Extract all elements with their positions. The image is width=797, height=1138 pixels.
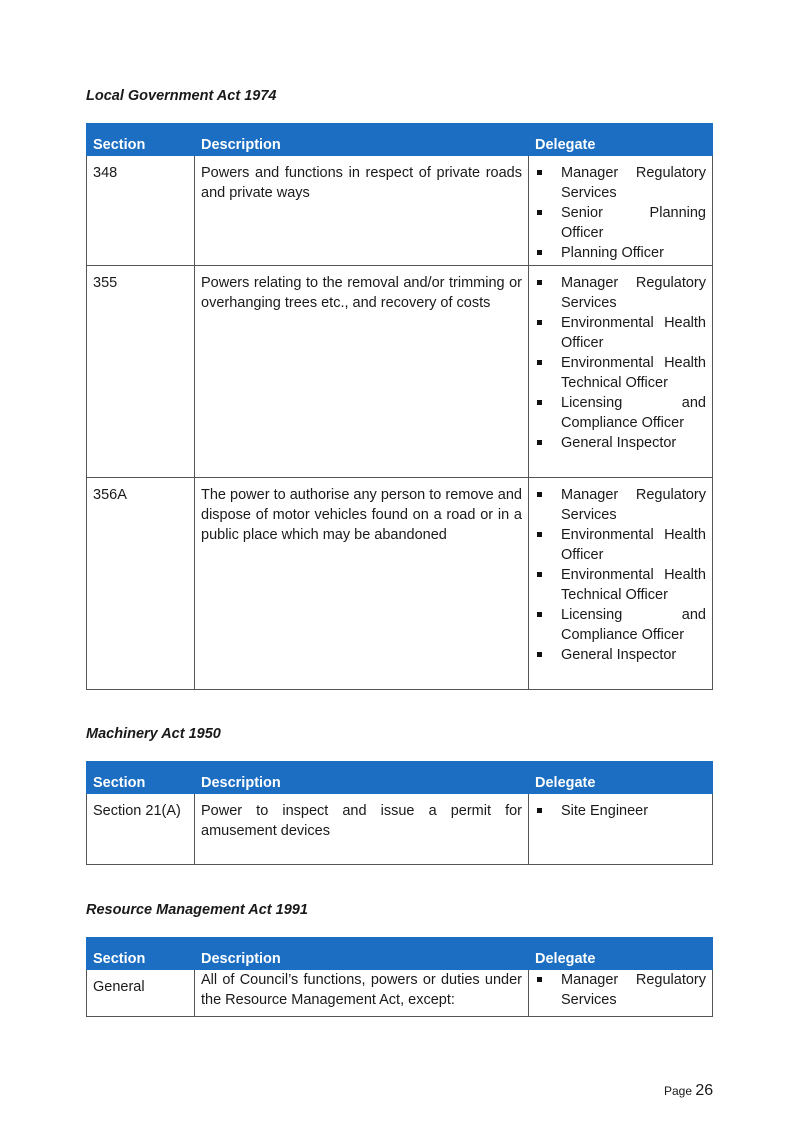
section-cell: General [87,970,195,1017]
table-row [87,478,713,690]
section-cell: 356A [87,478,195,690]
table-row [87,156,713,266]
delegate-item: Environmental Health Technical Officer [535,565,706,605]
delegate-item: General Inspector [535,433,706,453]
page-label: Page [664,1084,693,1098]
delegate-item: Licensing and Compliance Officer [535,393,706,433]
table-row [87,970,713,1017]
local-government-act-table [86,123,713,690]
delegate-cell [529,478,713,690]
description-cell: Powers and functions in respect of private roads and private ways [195,156,529,266]
section-cell: 348 [87,156,195,266]
act-title-local-government: Local Government Act 1974 [86,88,277,104]
delegate-item: Environmental Health Officer [535,313,706,353]
delegate-item: Manager Regulatory Services [535,485,706,525]
delegate-cell [529,970,713,1017]
section-cell: Section 21(A) [87,794,195,865]
delegate-item: Site Engineer [535,801,706,821]
delegate-cell [529,794,713,865]
delegate-item: Manager Regulatory Services [535,273,706,313]
table-header-row [87,762,713,794]
description-cell: All of Council’s functions, powers or duties under the Resource Management Act, except: [195,970,529,1017]
table-row [87,794,713,865]
header-delegate: Delegate [529,124,713,156]
page-number [664,1082,713,1100]
header-description: Description [195,124,529,156]
table-row [87,266,713,478]
section-cell: 355 [87,266,195,478]
header-section: Section [87,762,195,794]
header-description: Description [195,938,529,970]
header-section: Section [87,938,195,970]
resource-management-act-table [86,937,713,1017]
description-cell: Power to inspect and issue a permit for amusement devices [195,794,529,865]
machinery-act-table [86,761,713,865]
delegate-item: Environmental Health Technical Officer [535,353,706,393]
delegate-item: Environmental Health Officer [535,525,706,565]
delegate-item: Senior Planning Officer [535,203,706,243]
delegate-item: General Inspector [535,645,706,665]
page-number-value: 26 [695,1082,714,1099]
description-cell: Powers relating to the removal and/or trimming or overhanging trees etc., and recovery of costs [195,266,529,478]
header-section: Section [87,124,195,156]
table-header-row [87,124,713,156]
table-header-row [87,938,713,970]
header-description: Description [195,762,529,794]
delegate-cell [529,156,713,266]
delegate-item: Manager Regulatory Services [535,163,706,203]
header-delegate: Delegate [529,938,713,970]
delegate-item: Licensing and Compliance Officer [535,605,706,645]
delegate-cell [529,266,713,478]
delegate-item: Manager Regulatory Services [535,970,706,1010]
header-delegate: Delegate [529,762,713,794]
act-title-resource-management: Resource Management Act 1991 [86,902,308,918]
delegate-item: Planning Officer [535,243,706,263]
description-cell: The power to authorise any person to remove and dispose of motor vehicles found on a road or in a public place which may be abandoned [195,478,529,690]
act-title-machinery: Machinery Act 1950 [86,726,221,742]
